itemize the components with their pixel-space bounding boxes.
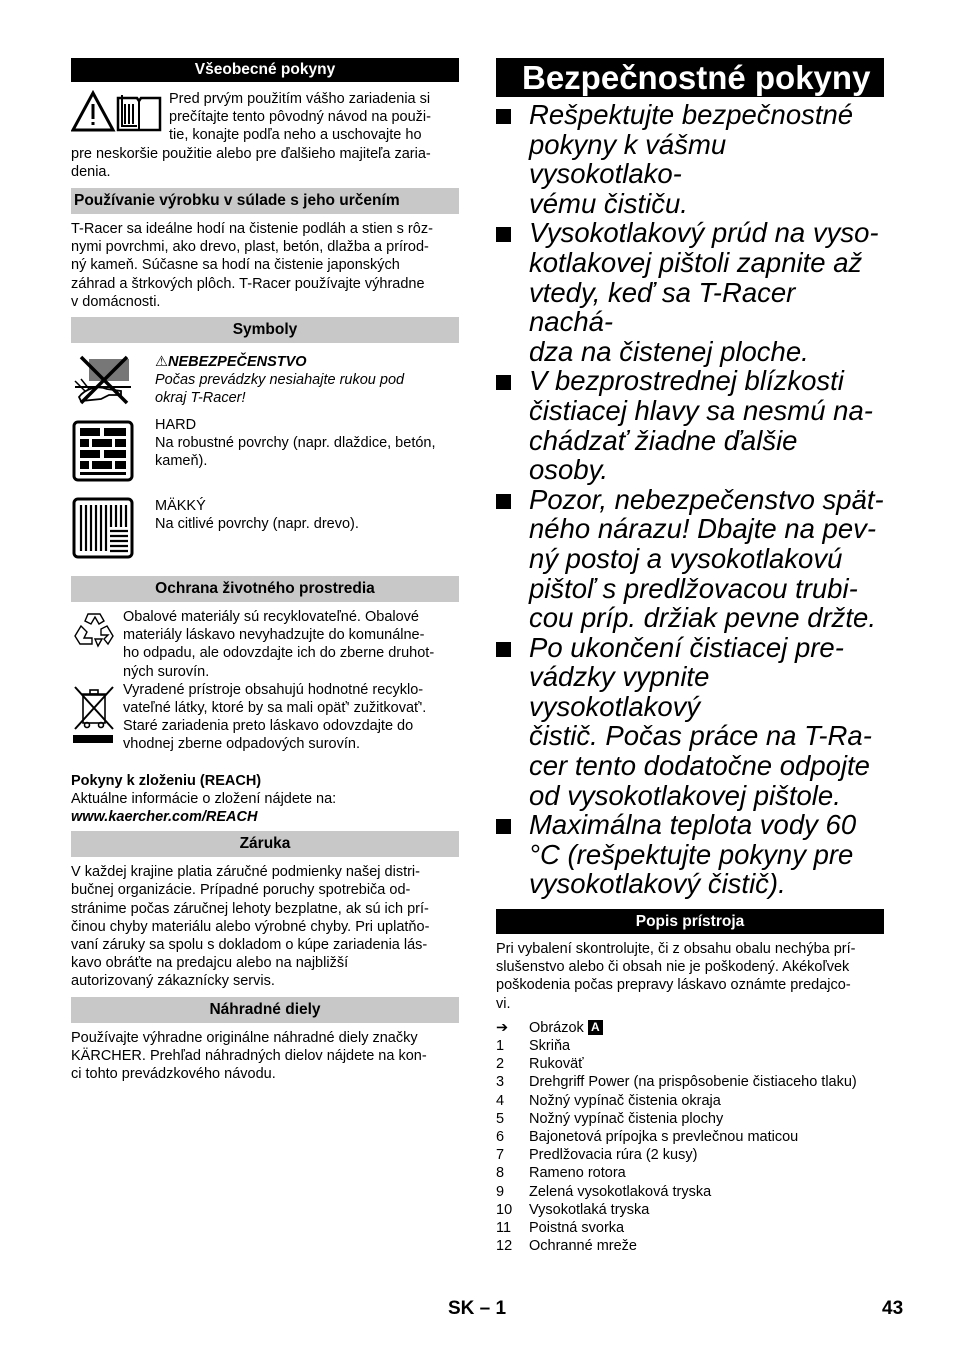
text-line: bučnej organizácie. Prípadné poruchy spotrebiča od- xyxy=(71,882,411,899)
part-label: Zelená vysokotlaková tryska xyxy=(529,1183,712,1200)
text-line: autorizovaný zákaznícky servis. xyxy=(71,973,275,990)
text-line: ný postoj a vysokotlakovú xyxy=(529,542,843,574)
figure-reference xyxy=(496,1019,884,1037)
text-line: kameň). xyxy=(155,453,208,470)
part-label: Bajonetová prípojka s prevlečnou maticou xyxy=(529,1129,799,1146)
safety-bullet xyxy=(496,810,884,899)
text-line: chádzať žiadne ďalšie osoby. xyxy=(529,424,798,486)
safety-heading: Bezpečnostné pokyny xyxy=(496,58,884,97)
bullet-square-icon xyxy=(496,810,529,899)
part-label: Poistná svorka xyxy=(529,1220,625,1237)
general-section xyxy=(71,90,459,181)
text-line: vi. xyxy=(496,995,511,1012)
bullet-square-icon xyxy=(496,100,529,218)
text-line: stránime počas záručnej lehoty bezplatne, ak sú ich prí- xyxy=(71,900,429,917)
text-line: Vysokotlakový prúd na vyso- xyxy=(529,217,879,249)
part-number: 1 xyxy=(496,1038,505,1055)
reach-title: Pokyny k zloženiu (REACH) xyxy=(71,772,262,789)
danger-symbol-row xyxy=(71,353,459,412)
text-line: slušenstvo alebo či obsah nie je poškodený. Akékoľvek xyxy=(496,959,850,976)
warranty-heading: Záruka xyxy=(71,831,459,857)
text-line: V každej krajine platia záručné podmienky našej distri- xyxy=(71,864,420,881)
part-number: 9 xyxy=(496,1183,505,1200)
text-line: Pred prvým použitím vášho zariadenia si xyxy=(169,91,431,107)
general-rest-lines xyxy=(71,145,459,181)
part-number: 12 xyxy=(496,1238,513,1255)
general-icons xyxy=(71,90,163,138)
text-line: Pozor, nebezpečenstvo spät- xyxy=(529,483,884,515)
bullet-square-icon xyxy=(496,485,529,633)
text-line: v domácnosti. xyxy=(71,293,161,310)
reach-link[interactable]: www.kaercher.com/REACH xyxy=(71,809,258,826)
text-line: vateľné látky, ktoré by sa mali opäť' zužitkovať'. xyxy=(123,700,427,717)
text-line: dza na čistenej ploche. xyxy=(529,335,809,367)
text-line: cer tento dodatočne odpojte xyxy=(529,750,870,782)
part-number: 6 xyxy=(496,1129,505,1146)
part-label: Predlžovacia rúra (2 kusy) xyxy=(529,1147,698,1164)
safety-bullet xyxy=(496,633,884,811)
safety-bullets xyxy=(496,100,884,899)
text-line: Po ukončení čistiacej pre- xyxy=(529,631,844,663)
text-line: vhodnej zberne odpadových surovín. xyxy=(123,736,360,753)
part-label: Nožný vypínač čistenia okraja xyxy=(529,1092,721,1109)
warning-triangle-icon xyxy=(71,90,163,134)
no-hand-under-edge-icon xyxy=(71,353,137,412)
general-heading: Všeobecné pokyny xyxy=(71,58,459,82)
soft-surface-wood-icon xyxy=(71,497,137,564)
part-item xyxy=(496,1237,884,1255)
text-line: vysokotlakový čistič). xyxy=(529,868,786,900)
hard-surface-brick-icon xyxy=(71,416,137,487)
bullet-square-icon xyxy=(496,218,529,366)
part-item xyxy=(496,1092,884,1110)
warning-triangle-icon: ⚠ xyxy=(155,354,168,371)
parts-list xyxy=(496,1019,884,1256)
text-line: činou chyby materiálu alebo výrobné chyby. Pri uplatňo- xyxy=(71,918,430,935)
text-line: čistič. Počas práce na T-Ra- xyxy=(529,720,872,752)
environment-heading: Ochrana životného prostredia xyxy=(71,576,459,602)
soft-symbol-row xyxy=(71,497,459,564)
part-label: Nožný vypínač čistenia plochy xyxy=(529,1110,724,1127)
part-label: Vysokotlaká tryska xyxy=(529,1201,650,1218)
text-line: Počas prevádzky nesiahajte rukou pod xyxy=(155,372,405,389)
description-text xyxy=(496,940,884,1013)
text-line: vaní záruky sa spolu s dokladom o kúpe zariadenia lás- xyxy=(71,937,428,954)
bullet-square-icon xyxy=(496,633,529,811)
text-line: pre neskoršie použitie alebo pre ďalšieho majiteľa zaria- xyxy=(71,145,431,162)
text-line: cou príp. držiak pevne držte. xyxy=(529,602,876,634)
part-item xyxy=(496,1219,884,1237)
text-line: Na citlivé povrchy (napr. drevo). xyxy=(155,516,359,533)
text-line: Používajte výhradne originálne náhradné diely značky xyxy=(71,1029,418,1046)
hard-title: HARD xyxy=(155,417,197,434)
symbols-heading: Symboly xyxy=(71,317,459,343)
arrow-right-icon: ➔ xyxy=(496,1019,509,1036)
part-label: Rukoväť xyxy=(529,1056,584,1073)
text-line: °C (rešpektujte pokyny pre xyxy=(529,838,854,870)
description-heading: Popis prístroja xyxy=(496,909,884,934)
text-line: ho odpadu, ale odovzdajte ich do zberne druhot- xyxy=(123,645,435,662)
text-line: pištoľ s predlžovacou trubi- xyxy=(529,572,858,604)
spare-parts-heading: Náhradné diely xyxy=(71,997,459,1023)
text-line: vádzky vypnite vysokotlakový xyxy=(529,661,710,722)
text-line: Vyradené prístroje obsahujú hodnotné recyklo- xyxy=(123,681,424,698)
part-label: Skriňa xyxy=(529,1038,571,1055)
danger-title xyxy=(155,353,404,371)
part-item xyxy=(496,1110,884,1128)
reach-section xyxy=(71,772,459,827)
text-line: pokyny k vášmu vysokotlako- xyxy=(529,128,727,190)
part-number: 8 xyxy=(496,1165,505,1182)
recycle-icon xyxy=(71,608,117,659)
text-line: ný kameň. Súčasne sa hodí na čistenie japonských xyxy=(71,257,400,274)
text-line: prečítajte tento pôvodný návod na použi- xyxy=(169,109,431,126)
part-label: Rameno rotora xyxy=(529,1165,626,1182)
danger-symbol-text xyxy=(155,353,404,408)
text-line: záhrad a štrkových plôch. T-Racer používajte výhradne xyxy=(71,275,425,292)
text-line: ci tohto prevádzkového návodu. xyxy=(71,1066,276,1083)
weee-text xyxy=(123,681,426,754)
safety-bullet xyxy=(496,100,884,218)
hard-symbol-text xyxy=(155,416,436,471)
figure-ref-badge: A xyxy=(588,1020,603,1035)
text-line: Na robustné povrchy (napr. dlaždice, betón, xyxy=(155,435,436,452)
manual-book-icon xyxy=(118,95,160,130)
footer-page-number: 43 xyxy=(882,1298,904,1319)
text-line: ných surovín. xyxy=(123,663,210,680)
part-number: 5 xyxy=(496,1110,505,1127)
figure-label: Obrázok xyxy=(529,1019,584,1036)
text-line: Rešpektujte bezpečnostné xyxy=(529,99,854,130)
text-line: Obalové materiály sú recyklovateľné. Obalové xyxy=(123,609,419,626)
part-item xyxy=(496,1073,884,1091)
part-item xyxy=(496,1037,884,1055)
text-line: kavo obráťte na predajcu alebo na najbližší xyxy=(71,955,349,972)
text-line: nymi povrchmi, ako drevo, plast, betón, dlažba a prírod- xyxy=(71,239,429,256)
text-line: ného nárazu! Dbajte na pev- xyxy=(529,513,877,545)
part-item xyxy=(496,1146,884,1164)
part-item xyxy=(496,1128,884,1146)
text-line: vému čističu. xyxy=(529,187,688,219)
text-line: KÄRCHER. Prehľad náhradných dielov nájdete na kon- xyxy=(71,1047,427,1064)
bullet-square-icon xyxy=(496,366,529,484)
recycle-text xyxy=(123,608,434,681)
part-item xyxy=(496,1201,884,1219)
spare-parts-text xyxy=(71,1029,459,1084)
right-column xyxy=(496,58,884,1255)
warranty-text xyxy=(71,863,459,990)
intended-use-text xyxy=(71,220,459,311)
intended-use-heading: Používanie výrobku v súlade s jeho určením xyxy=(71,188,459,214)
text-line: V bezprostrednej blízkosti xyxy=(529,365,844,397)
part-label: Drehgriff Power (na prispôsobenie čistiaceho tlaku) xyxy=(529,1074,857,1091)
part-number: 3 xyxy=(496,1074,505,1091)
text-line: čistiacej hlavy sa nesmú na- xyxy=(529,394,873,426)
part-number: 2 xyxy=(496,1056,505,1073)
part-label: Ochranné mreže xyxy=(529,1238,637,1255)
part-item xyxy=(496,1164,884,1182)
hard-symbol-row xyxy=(71,416,459,487)
text-line: kotlakovej pištoli zapnite až xyxy=(529,246,863,278)
text-line: Staré zariadenia preto láskavo odovzdajte do xyxy=(123,718,414,735)
reach-text: Aktuálne informácie o zložení nájdete na: xyxy=(71,790,337,807)
text-line: T-Racer sa ideálne hodí na čistenie podláh a stien s rôz- xyxy=(71,221,433,238)
text-line: okraj T-Racer! xyxy=(155,390,246,407)
parts-rows xyxy=(496,1037,884,1255)
footer-section-label: SK – 1 xyxy=(448,1298,507,1319)
part-number: 11 xyxy=(496,1220,512,1237)
text-line: tie, konajte podľa neho a uschovajte ho xyxy=(169,127,422,144)
text-line: Maximálna teplota vody 60 xyxy=(529,809,857,841)
part-item xyxy=(496,1183,884,1201)
part-number: 4 xyxy=(496,1092,505,1109)
soft-symbol-text xyxy=(155,497,359,533)
text-line: materiály láskavo nevyhadzujte do komunálne- xyxy=(123,627,425,644)
weee-row xyxy=(71,681,459,754)
safety-bullet xyxy=(496,485,884,633)
recycle-row xyxy=(71,608,459,681)
text-line: denia. xyxy=(71,163,111,180)
left-column xyxy=(71,58,459,1083)
safety-bullet xyxy=(496,218,884,366)
danger-title-text: NEBEZPEČENSTVO xyxy=(168,354,307,371)
text-line: Pri vybalení skontrolujte, či z obsahu obalu nechýba prí- xyxy=(496,941,856,958)
text-line: vtedy, keď sa T-Racer nachá- xyxy=(529,276,796,338)
text-line: poškodenia počas prepravy láskavo oznámte predajco- xyxy=(496,977,851,994)
part-number: 10 xyxy=(496,1201,513,1218)
crossed-bin-icon xyxy=(71,681,117,750)
soft-title: MÄKKÝ xyxy=(155,498,206,515)
safety-bullet xyxy=(496,366,884,484)
part-item xyxy=(496,1055,884,1073)
text-line: od vysokotlakovej pištole. xyxy=(529,779,841,811)
part-number: 7 xyxy=(496,1147,505,1164)
